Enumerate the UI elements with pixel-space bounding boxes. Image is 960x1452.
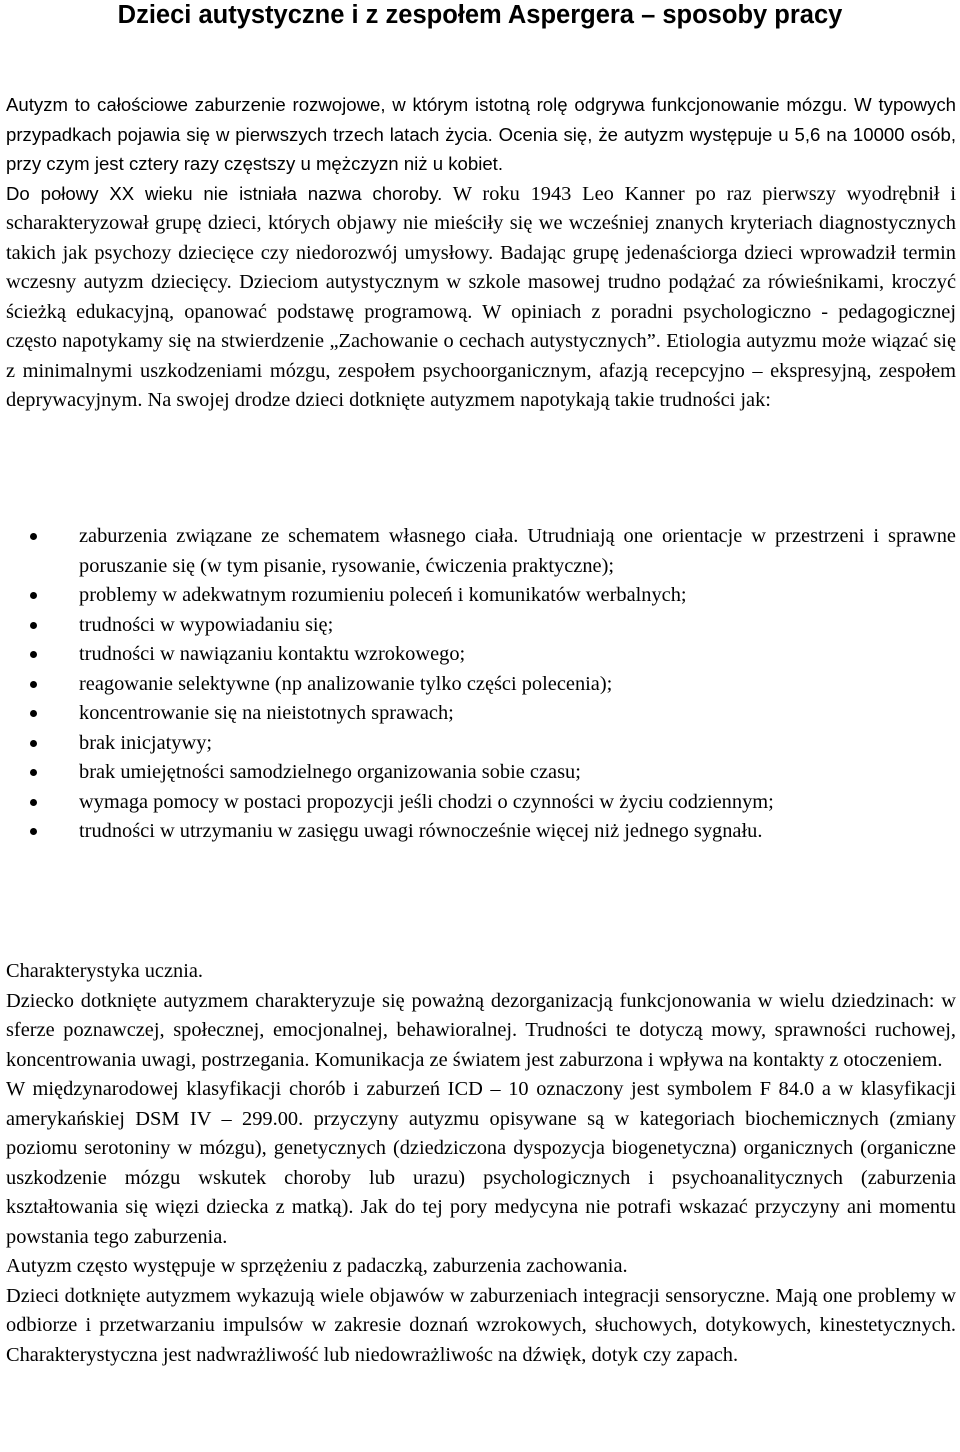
bullet-icon	[30, 681, 37, 688]
document-title: Dzieci autystyczne i z zespołem Aspergera – sposoby pracy	[117, 1, 843, 29]
list-item-text: trudności w wypowiadaniu się;	[79, 613, 334, 636]
bullet-icon	[30, 740, 37, 747]
intro-section	[6, 90, 956, 416]
list-item	[30, 640, 956, 670]
bullet-icon	[30, 592, 37, 599]
sensory-paragraph: Dzieci dotknięte autyzmem wykazują wiele objawów w zaburzeniach integracji sensoryczne. Mają one problemy w odbiorze i przetwarzaniu impulsów w zakresie doznań wzrokowych, słuchowych, dotykowych, kinestetycznych. Charakterystyczna jest nadwrażliwość lub niedowrażliwośc na dźwięk, dotyk czy zapach.	[6, 1284, 956, 1366]
list-item-text: trudności w nawiązaniu kontaktu wzrokowego;	[79, 643, 466, 665]
list-item	[30, 817, 956, 847]
list-item-text: trudności w utrzymaniu w zasięgu uwagi równocześnie więcej niż jednego sygnału.	[79, 820, 763, 842]
list-item	[30, 788, 956, 818]
list-item-text: brak inicjatywy;	[79, 731, 213, 754]
epilepsy-paragraph: Autyzm często występuje w sprzężeniu z padaczką, zaburzenia zachowania.	[6, 1255, 628, 1277]
intro-paragraph: Autyzm to całościowe zaburzenie rozwojowe, w którym istotną rolę odgrywa funkcjonowanie mózgu. W typowych przypadkach pojawia się w pierwszych trzech latach życia. Ocenia się, że autyzm występuje u 5,6 na 10000 osób, przy czym jest cztery razy częstszy u mężczyzn niż u kobiet.	[6, 94, 956, 174]
list-item	[30, 581, 956, 611]
list-item-text: reagowanie selektywne (np analizowanie tylko części polecenia);	[79, 672, 613, 695]
difficulties-list	[30, 522, 956, 847]
bullet-icon	[30, 799, 37, 806]
history-lead-text: Do połowy XX wieku nie istniała nazwa choroby.	[6, 182, 443, 204]
history-paragraph	[6, 179, 956, 416]
bullet-icon	[30, 710, 37, 717]
history-body-text: W roku 1943 Leo Kanner po raz pierwszy wyodrębnił i scharakteryzował grupę dzieci, których objawy nie mieściły się we wcześniej znanych kryteriach diagnostycznych takich jak psychozy dziecięce czy niedorozwój umysłowy. Badając grupę jedenaściorga dzieci wprowadził termin wczesny autyzm dziecięcy. Dzieciom autystycznym w szkole masowej trudno podążać za rówieśnikami, kroczyć ścieżką edukacyjną, opanować podstawę programową. W opiniach z poradni psychologiczno - pedagogicznej często napotykamy się na stwierdzenie „Zachowanie o cechach autystycznych”. Etiologia autyzmu może wiązać się z minimalnymi uszkodzeniami mózgu, zespołem psychoorganicznym, afazją recepcyjno – ekspresyjną, zespołem deprywacyjnym. Na swojej drodze dzieci dotknięte autyzmem napotykają takie trudności jak:	[6, 182, 956, 411]
list-item-text: problemy w adekwatnym rozumieniu poleceń i komunikatów werbalnych;	[79, 584, 687, 606]
list-item	[30, 729, 956, 759]
list-item-text: brak umiejętności samodzielnego organizowania sobie czasu;	[79, 761, 581, 783]
characteristics-section	[6, 957, 956, 1370]
list-item-text: koncentrowanie się na nieistotnych sprawach;	[79, 702, 454, 724]
bullet-icon	[30, 533, 37, 540]
list-item	[30, 611, 956, 641]
bullet-icon	[30, 828, 37, 835]
characteristics-paragraph: Dziecko dotknięte autyzmem charakteryzuje się poważną dezorganizacją funkcjonowania w wielu dziedzinach: w sferze poznawczej, społecznej, emocjonalnej, behawioralnej. Trudności te dotyczą mowy, sprawności ruchowej, koncentrowania uwagi, postrzegania. Komunikacja ze światem jest zaburzona i wpływa na kontakty z otoczeniem.	[6, 989, 956, 1071]
list-item	[30, 670, 956, 700]
bullet-icon	[30, 769, 37, 776]
bullet-icon	[30, 651, 37, 658]
list-item	[30, 699, 956, 729]
list-item-text: wymaga pomocy w postaci propozycji jeśli chodzi o czynności w życiu codziennym;	[79, 790, 774, 813]
list-item	[30, 758, 956, 788]
section-heading: Charakterystyka ucznia.	[6, 960, 204, 982]
list-item	[30, 522, 956, 581]
classification-paragraph: W międzynarodowej klasyfikacji chorób i zaburzeń ICD – 10 oznaczony jest symbolem F 84.0 a w klasyfikacji amerykańskiej DSM IV – 299.00. przyczyny autyzmu opisywane są w kategoriach biochemicznych (zmiany poziomu serotoniny w mózgu), genetycznych (dziedziczona dyspozycja biogenetyczna) organicznych (organiczne uszkodzenie mózgu wskutek choroby lub urazu) psychologicznych i psychoanalitycznych (zaburzenia kształtowania się więzi dziecka z matką). Jak do tej pory medycyna nie potrafi wskazać przyczyny ani momentu powstania tego zaburzenia.	[6, 1078, 956, 1248]
bullet-icon	[30, 622, 37, 629]
list-item-text: zaburzenia związane ze schematem własnego ciała. Utrudniają one orientacje w przestrzeni i sprawne poruszanie się (w tym pisanie, rysowanie, ćwiczenia praktyczne);	[79, 525, 956, 577]
